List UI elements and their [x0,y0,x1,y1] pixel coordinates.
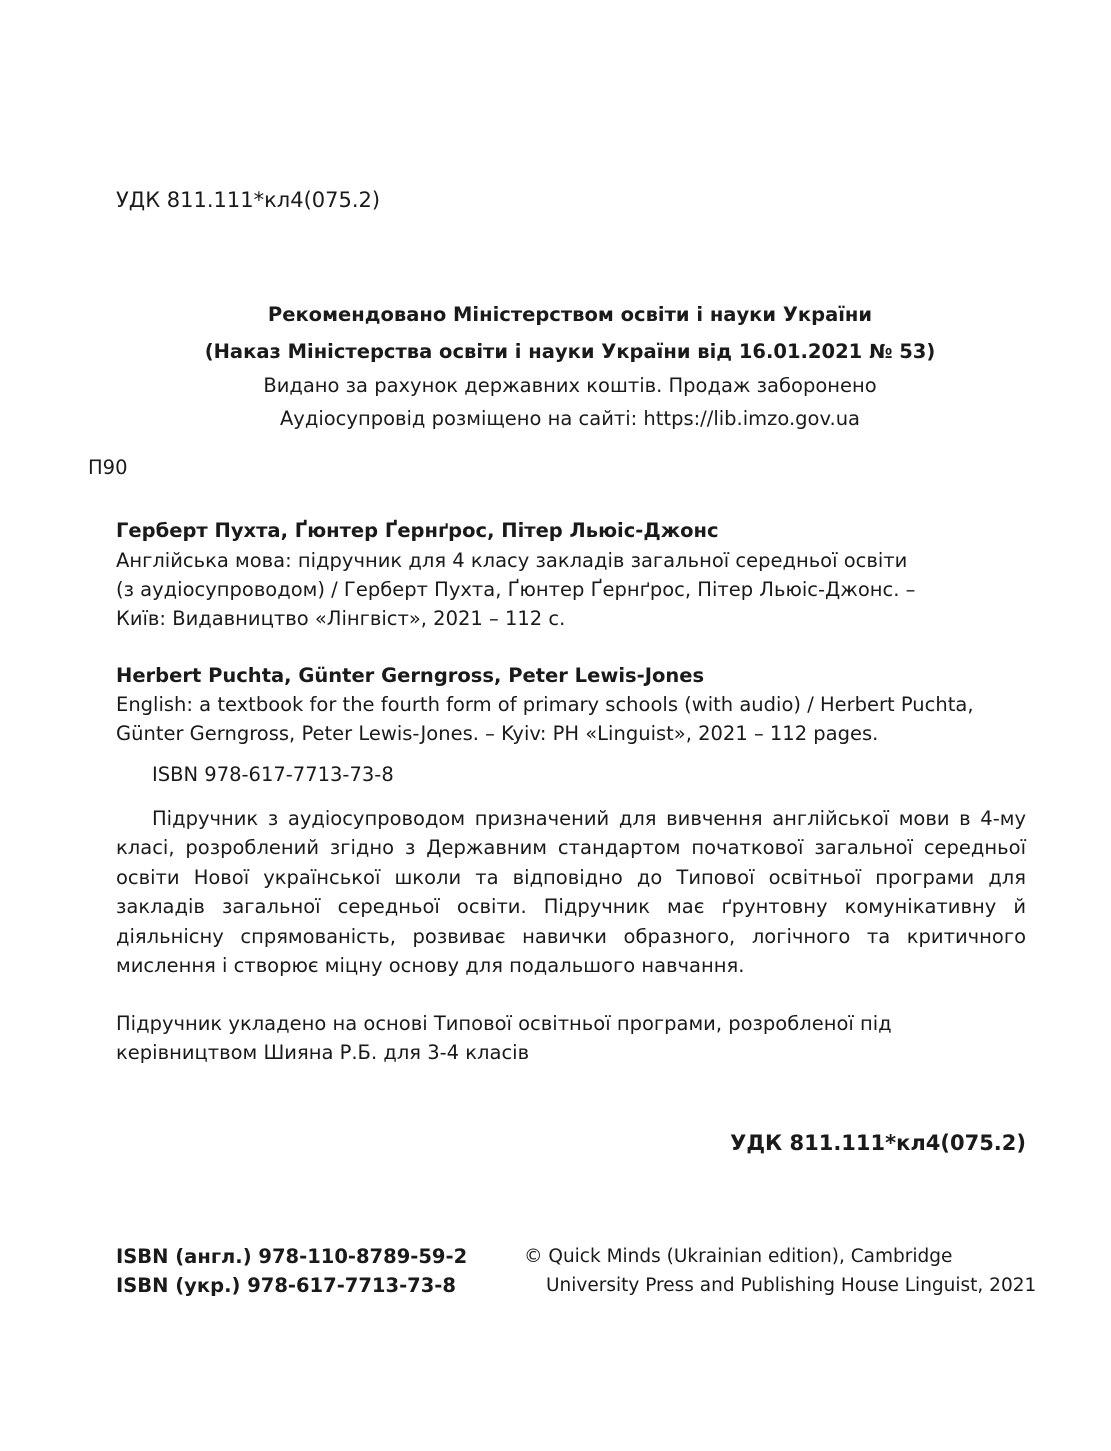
program-note [116,1009,1026,1067]
english-description-line: English: a textbook for the fourth form of primary schools (with audio) / Herbert Puchta, [116,693,974,716]
copyright-line: University Press and Publishing House Linguist, 2021 [546,1275,1037,1296]
isbn-ukrainian: ISBN (укр.) 978-617-7713-73-8 [116,1274,456,1297]
copyright-block [524,1242,1036,1300]
ukrainian-description-line: Київ: Видавництво «Лінгвіст», 2021 – 112 с. [116,607,566,630]
funding-notice: Видано за рахунок державних коштів. Продаж заборонено [263,374,877,397]
audio-website-notice: Аудіосупровід розміщено на сайті: https://lib.imzo.gov.ua [279,407,861,430]
ukrainian-description-line: (з аудіосупроводом) / Герберт Пухта, Ґюнтер Ґернґрос, Пітер Льюіс-Джонс. – [116,578,916,601]
order-reference-line: (Наказ Міністерства освіти і науки України від 16.01.2021 № 53) [204,340,936,363]
udk-code-bottom: УДК 811.111*кл4(075.2) [730,1131,1026,1155]
english-authors: Herbert Puchta, Günter Gerngross, Peter Lewis-Jones [116,664,705,687]
english-description-line: Günter Gerngross, Peter Lewis-Jones. – Kyiv: PH «Linguist», 2021 – 112 pages. [116,722,879,745]
isbn-english: ISBN (англ.) 978-110-8789-59-2 [116,1245,468,1268]
ukrainian-authors: Герберт Пухта, Ґюнтер Ґернґрос, Пітер Льюіс-Джонс [116,519,719,542]
recommendation-line: Рекомендовано Міністерством освіти і науки України [267,303,873,326]
ukrainian-description-line: Англійська мова: підручник для 4 класу закладів загальної середньої освіти [116,549,908,572]
copyright-line: © Quick Minds (Ukrainian edition), Cambridge [524,1246,953,1267]
isbn-line: ISBN 978-617-7713-73-8 [152,763,394,786]
book-description: Підручник з аудіосупроводом призначений для вивчення англійської мови в 4-му класі, розроблений згідно з Державним стандартом початкової загальної середньої освіти Нової української школи та відповідно до Типової освітньої програми для закладів загальної середньої освіти. Підручник має ґрунтовну комунікативну й діяльнісну спрямованість, розвиває навички образного, логічного та критичного мислення і створює міцну основу для подальшого навчання. [116,807,1026,978]
program-note-line: керівництвом Шияна Р.Б. для 3-4 класів [116,1041,530,1064]
program-note-line: Підручник укладено на основі Типової освітньої програми, розробленої під [116,1012,892,1035]
udk-code-top: УДК 811.111*кл4(075.2) [116,188,381,212]
catalog-mark: П90 [88,456,128,479]
isbn-block [116,1242,467,1300]
